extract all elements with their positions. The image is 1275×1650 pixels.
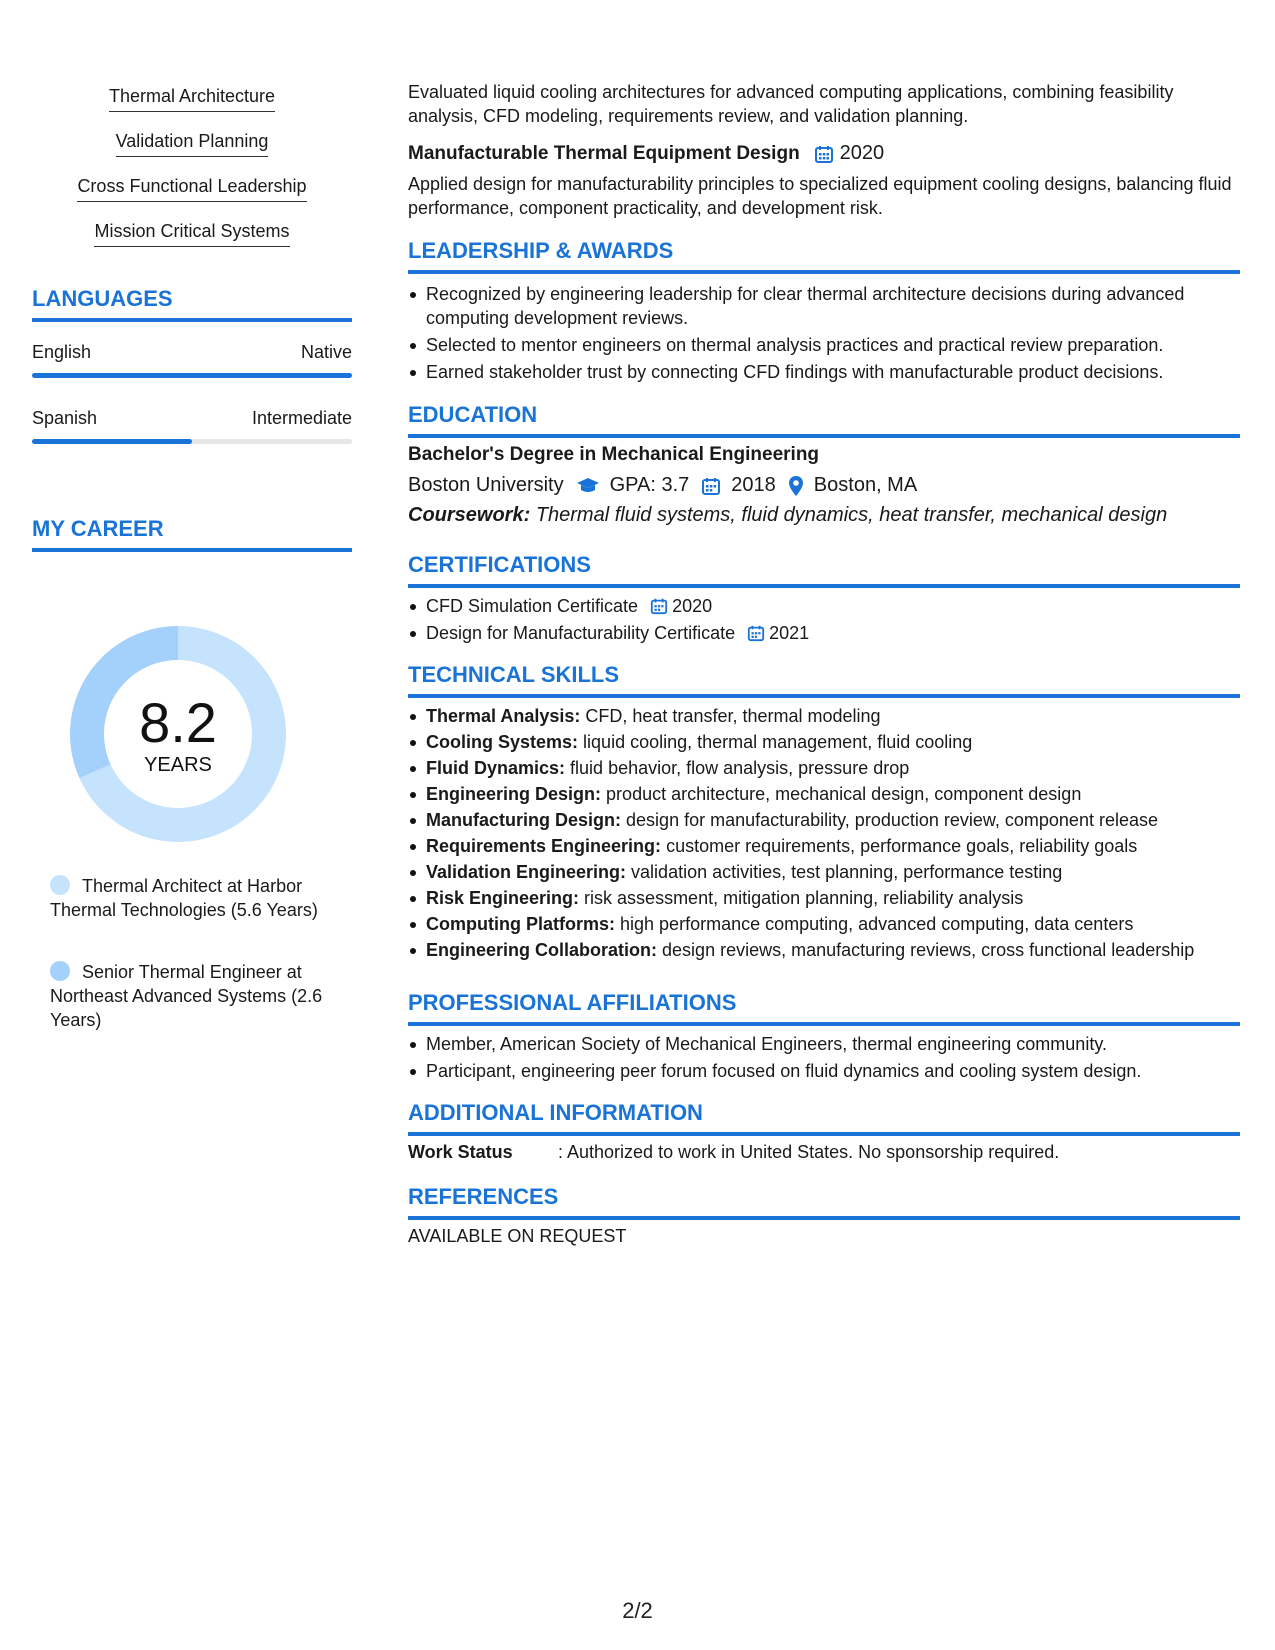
- calendar-icon: [650, 597, 668, 615]
- coursework-label: Coursework:: [408, 504, 531, 526]
- skill-item: [408, 756, 1240, 780]
- skill-item: [408, 912, 1240, 936]
- skill-item: [408, 938, 1240, 962]
- skill-item: [408, 860, 1240, 884]
- calendar-icon: [701, 476, 721, 496]
- skill-label: Engineering Collaboration:: [426, 940, 658, 960]
- education-gpa: GPA: 3.7: [609, 474, 690, 496]
- career-legend-item: Senior Thermal Engineer at Northeast Advanced Systems (2.6 Years): [50, 962, 323, 1030]
- skill-item: [408, 704, 1240, 728]
- skill-text: customer requirements, performance goals, reliability goals: [666, 836, 1138, 856]
- career-total-years: 8.2: [139, 691, 217, 754]
- strengths-list: [32, 86, 352, 266]
- education-meta: [408, 474, 1240, 497]
- skill-item: [408, 782, 1240, 806]
- location-pin-icon: [788, 475, 804, 497]
- skill-label: Requirements Engineering:: [426, 836, 662, 856]
- skills-list: [408, 704, 1240, 964]
- list-item: Design for Manufacturability Certificate 2021: [408, 621, 1240, 645]
- language-level: Intermediate: [251, 408, 352, 428]
- references-heading: REFERENCES: [408, 1184, 1240, 1220]
- skill-label: Fluid Dynamics:: [426, 758, 566, 778]
- career-total-unit: YEARS: [144, 754, 212, 776]
- skill-text: product architecture, mechanical design, component design: [606, 784, 1082, 804]
- language-bar: [32, 373, 352, 378]
- language-bar: [32, 439, 352, 444]
- legend-dot-icon: [50, 875, 70, 895]
- language-name: Spanish: [32, 408, 98, 428]
- page-number: 2/2: [622, 1598, 653, 1623]
- graduation-cap-icon: [576, 477, 600, 495]
- list-item: CFD Simulation Certificate 2020: [408, 594, 1240, 618]
- references-text: AVAILABLE ON REQUEST: [408, 1226, 627, 1246]
- coursework-text: Thermal fluid systems, fluid dynamics, heat transfer, mechanical design: [535, 504, 1168, 526]
- skill-label: Manufacturing Design:: [426, 810, 622, 830]
- skill-item: [408, 730, 1240, 754]
- skill-text: high performance computing, advanced computing, data centers: [620, 914, 1134, 934]
- skill-label: Risk Engineering:: [426, 888, 580, 908]
- work-status-row: [408, 1142, 1240, 1163]
- work-status-value: : Authorized to work in United States. No sponsorship required.: [558, 1142, 1060, 1162]
- skill-text: CFD, heat transfer, thermal modeling: [585, 706, 881, 726]
- skill-text: validation activities, test planning, performance testing: [631, 862, 1063, 882]
- education-school: Boston University: [408, 474, 564, 496]
- skill-text: fluid behavior, flow analysis, pressure drop: [570, 758, 910, 778]
- project-title: Manufacturable Thermal Equipment Design: [408, 142, 800, 164]
- skill-item: [408, 886, 1240, 910]
- career-legend-item: Thermal Architect at Harbor Thermal Technologies (5.6 Years): [50, 876, 318, 920]
- list-item: Recognized by engineering leadership for clear thermal architecture decisions during advanced computing development reviews.: [408, 282, 1240, 330]
- list-item: Participant, engineering peer forum focused on fluid dynamics and cooling system design.: [408, 1059, 1240, 1083]
- skill-label: Engineering Design:: [426, 784, 602, 804]
- languages-heading: LANGUAGES: [32, 286, 352, 322]
- strength-item: Cross Functional Leadership: [32, 176, 352, 221]
- education-coursework: [408, 504, 1240, 527]
- skills-heading: TECHNICAL SKILLS: [408, 662, 1240, 698]
- project-year: 2020: [839, 142, 885, 164]
- skill-text: risk assessment, mitigation planning, reliability analysis: [584, 888, 1024, 908]
- education-heading: EDUCATION: [408, 402, 1240, 438]
- legend-dot-icon: [50, 961, 70, 981]
- affiliations-list: [408, 1032, 1240, 1086]
- additional-heading: ADDITIONAL INFORMATION: [408, 1100, 1240, 1136]
- education-degree: Bachelor's Degree in Mechanical Engineering: [408, 444, 820, 465]
- strength-item: Validation Planning: [32, 131, 352, 176]
- skill-label: Validation Engineering:: [426, 862, 627, 882]
- certifications-heading: CERTIFICATIONS: [408, 552, 1240, 588]
- language-bar-fill: [32, 439, 192, 444]
- skill-label: Computing Platforms:: [426, 914, 615, 934]
- career-heading: MY CAREER: [32, 516, 352, 552]
- calendar-icon: [814, 144, 834, 164]
- language-name: English: [32, 342, 92, 362]
- leadership-list: [408, 282, 1240, 387]
- project-heading: [408, 142, 1240, 165]
- strength-item: Thermal Architecture: [32, 86, 352, 131]
- certifications-list: [408, 594, 1240, 648]
- project-intro: Evaluated liquid cooling architectures for advanced computing applications, combining feasibility analysis, CFD modeling, requirements review, and validation planning.: [408, 82, 1174, 126]
- skill-item: [408, 834, 1240, 858]
- affiliations-heading: PROFESSIONAL AFFILIATIONS: [408, 990, 1240, 1026]
- skill-text: liquid cooling, thermal management, fluid cooling: [583, 732, 973, 752]
- language-bar-fill: [32, 373, 352, 378]
- leadership-heading: LEADERSHIP & AWARDS: [408, 238, 1240, 274]
- skill-item: [408, 808, 1240, 832]
- education-year: 2018: [731, 474, 776, 496]
- list-item: Selected to mentor engineers on thermal analysis practices and practical review preparation.: [408, 333, 1240, 357]
- language-item: [32, 342, 352, 378]
- career-donut-chart: [66, 622, 290, 846]
- language-level: Native: [300, 342, 352, 362]
- list-item: Member, American Society of Mechanical Engineers, thermal engineering community.: [408, 1032, 1240, 1056]
- language-item: [32, 408, 352, 444]
- education-location: Boston, MA: [813, 474, 918, 496]
- list-item: Earned stakeholder trust by connecting CFD findings with manufacturable product decisions.: [408, 360, 1240, 384]
- skill-text: design for manufacturability, production review, component release: [626, 810, 1158, 830]
- skill-label: Cooling Systems:: [426, 732, 579, 752]
- skill-text: design reviews, manufacturing reviews, cross functional leadership: [662, 940, 1195, 960]
- project-description: Applied design for manufacturability principles to specialized equipment cooling designs, balancing fluid performance, component practicality, and development risk.: [408, 174, 1232, 218]
- strength-item: Mission Critical Systems: [32, 221, 352, 266]
- calendar-icon: [747, 624, 765, 642]
- skill-label: Thermal Analysis:: [426, 706, 581, 726]
- work-status-label: Work Status: [408, 1142, 513, 1162]
